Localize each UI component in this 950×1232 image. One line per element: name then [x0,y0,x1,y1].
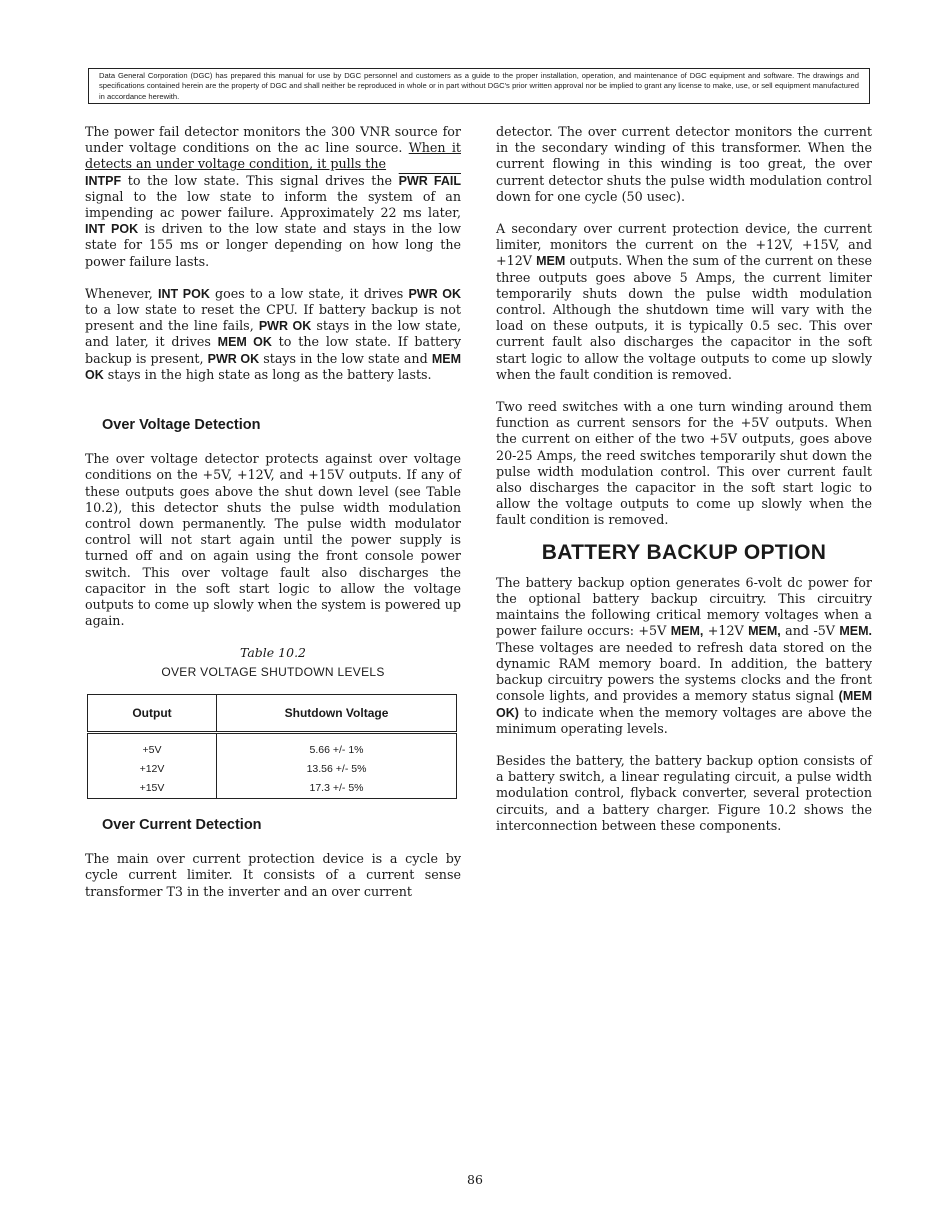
power-fail-paragraph: The power fail detector monitors the 300 VNR source for under voltage conditions on the ac line source. When it detects an under voltage condition, it pulls the INTPF to the low state. This signal drives the PWR FAIL signal to the low state to inform the system of an impending ac power failure. Approximately 22 ms later, INT POK is driven to the low state and stays in the low state for 155 ms or longer depending on how long the power failure lasts. [85,124,461,269]
over-voltage-paragraph: The over voltage detector protects against over voltage conditions on the +5V, +12V, and +15V outputs. If any of these outputs goes above the shut down level (see Table 10.2), this detector shuts the pulse width modulation control down permanently. The pulse width modulator control will not start again until the power supply is turned off and on again using the front console power switch. This over voltage fault also discharges the capacitor in the soft start logic to allow the voltage outputs to come up slowly when the system is powered up again. [85,451,461,629]
cell-voltage: 17.3 +/- 5% [309,782,364,795]
header-shutdown-voltage: Shutdown Voltage [217,694,457,732]
heading-over-voltage: Over Voltage Detection [102,417,261,434]
cell-output: +15V [88,779,217,799]
signal-pwr-fail: PWR FAIL [398,173,461,188]
battery-option-paragraph: The battery backup option generates 6-volt dc power for the optional battery backup circuitry. This circuitry maintains the following critical memory voltages when a power failure occurs: +5V MEM, +12V MEM, and -5V MEM. These voltages are needed to refresh data stored on the dynamic RAM memory board. In addition, the battery backup circuitry powers the systems clocks and the front console lights, and provides a memory status signal (MEM OK) to indicate when the memory voltages are above the minimum operating levels. [496,574,872,736]
int-pok-paragraph: Whenever, INT POK goes to a low state, it drives PWR OK to a low state to reset the CPU. If battery backup is not present and the line fails, PWR OK stays in the low state, and later, it drives MEM OK to the low state. If battery backup is present, PWR OK stays in the low state and MEM OK stays in the high state as long as the battery lasts. [85,285,462,382]
heading-over-current: Over Current Detection [102,816,262,833]
table-caption: Table 10.2 [239,645,307,661]
table-row [88,760,457,779]
table-row [88,732,457,760]
shutdown-levels-table [87,694,457,799]
heading-battery-backup: BATTERY BACKUP OPTION [541,540,827,564]
table-row [88,779,457,799]
over-current-paragraph: The main over current protection device is a cycle by cycle current limiter. It consists of a current sense transformer T3 in the inverter and an over current [85,851,461,899]
cell-voltage: 5.66 +/- 1% [309,744,364,757]
table-title: OVER VOLTAGE SHUTDOWN LEVELS [161,664,385,679]
page-number: 86 [467,1172,483,1187]
left-column [85,124,461,916]
cell-output: +5V [88,732,217,760]
signal-intpf: INTPF [85,173,122,188]
detector-paragraph: detector. The over current detector monitors the current in the secondary winding of this transformer. When the current flowing in this winding is too great, the over current detector shuts the pulse width modulation control down for one cycle (50 usec). [496,124,872,204]
header-output: Output [88,694,217,732]
reed-switch-paragraph: Two reed switches with a one turn winding around them function as current sensors for the +5V outputs. When the current on either of the two +5V outputs, goes above 20-25 Amps, the reed switches temporarily shut down the pulse width modulation control. This over current fault also discharges the capacitor in the soft start logic to allow the voltage outputs to come up slowly when the fault condition is removed. [496,399,872,528]
cell-voltage: 13.56 +/- 5% [306,763,367,776]
current-limiter-paragraph: A secondary over current protection device, the current limiter, monitors the current on the +12V, +15V, and +12V MEM outputs. When the sum of the current on these three outputs goes above 5 Amps, the current limiter temporarily shuts down the pulse width modulation control. Although the shutdown time will vary with the load on these outputs, it is typically 0.5 sec. This over current fault also discharges the capacitor in the soft start logic to allow the voltage outputs to come up slowly when the fault condition is removed. [496,221,872,382]
right-column [496,124,872,850]
cell-output: +12V [88,760,217,779]
copyright-notice: Data General Corporation (DGC) has prepared this manual for use by DGC personnel and customers as a guide to the proper installation, operation, and maintenance of DGC equipment and software. The drawings and specifications contained herein are the property of DGC and shall neither be reproduced in whole or in part without DGC's prior written approval nor be implied to grant any license to make, use, or sell equipment manufactured in accordance herewith. [88,68,870,104]
battery-components-paragraph: Besides the battery, the battery backup option consists of a battery switch, a linear regulating circuit, a pulse width modulation control, flyback converter, several protection circuits, and a battery charger. Figure 10.2 shows the interconnection between these components. [496,752,872,833]
table-header-row [88,694,457,732]
